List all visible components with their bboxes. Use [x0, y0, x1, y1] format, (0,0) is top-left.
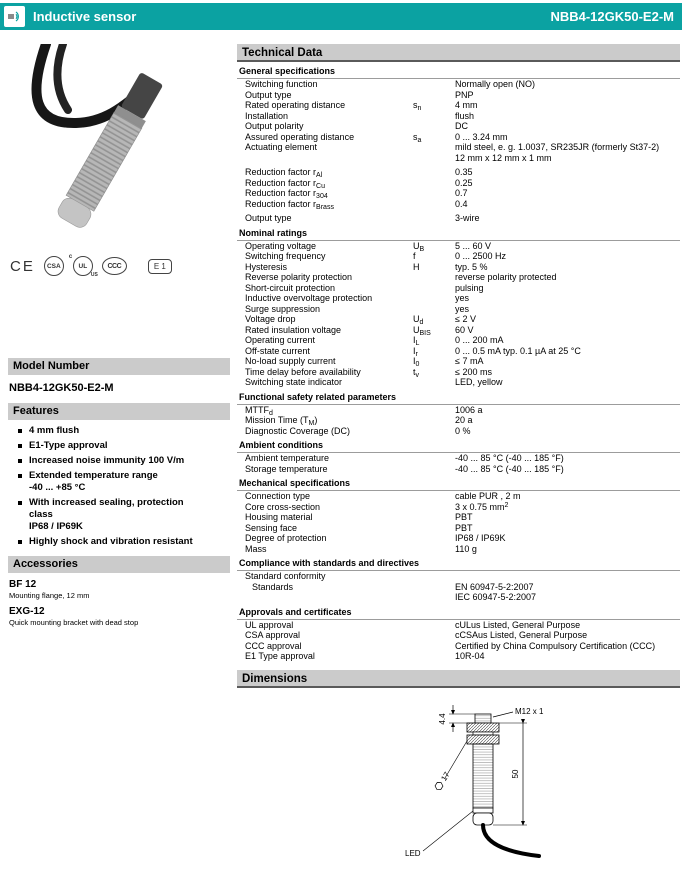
spec-label: Sensing face	[245, 522, 298, 533]
certification-logos	[8, 253, 230, 279]
spec-row	[237, 213, 680, 224]
spec-row	[237, 651, 680, 662]
spec-row	[237, 167, 680, 178]
nut-upper	[467, 723, 499, 732]
spec-value: cCSAus Listed, General Purpose	[455, 630, 588, 640]
spec-symbol	[413, 283, 455, 294]
accessories-heading: Accessories	[8, 556, 230, 573]
spec-symbol: $U_B$	[413, 240, 425, 253]
spec-row	[237, 620, 680, 631]
spec-label: Diagnostic Coverage (DC)	[245, 425, 351, 436]
spec-symbol	[413, 121, 455, 132]
feature-item	[8, 536, 230, 548]
features-heading: Features	[8, 403, 230, 420]
spec-symbol	[413, 272, 455, 283]
spec-value: PBT	[455, 512, 473, 522]
spec-symbol	[413, 213, 455, 224]
spec-row	[237, 533, 680, 544]
spec-value: EN 60947-5-2:2007 IEC 60947-5-2:2007	[455, 581, 537, 602]
spec-value: pulsing	[455, 282, 484, 293]
spec-value: LED, yellow	[455, 377, 503, 387]
dimension-drawing	[387, 704, 607, 872]
spec-value: 3 x 0.75 $mm^2$	[455, 501, 509, 512]
spec-label: Output polarity	[245, 121, 304, 131]
spec-symbol: $I_0$	[413, 356, 420, 368]
bullet-marker	[18, 501, 22, 505]
spec-row	[237, 262, 680, 273]
spec-symbol	[413, 641, 455, 652]
spec-label: Switching frequency	[245, 251, 326, 261]
spec-symbol	[413, 405, 455, 416]
feature-item	[8, 497, 230, 533]
spec-value: cULus Listed, General Purpose	[455, 619, 581, 630]
product-photo	[8, 44, 230, 249]
spec-label: Reduction factor $r_{304}$	[245, 188, 328, 200]
spec-label: Reduction factor $r_{Al}$	[245, 167, 323, 179]
spec-label: Connection type	[245, 491, 311, 501]
sensing-tip	[475, 714, 491, 723]
led-ring	[473, 808, 493, 813]
spec-label: Degree of protection	[245, 533, 327, 543]
spec-symbol: $s_a$	[413, 131, 422, 144]
bullet-marker	[18, 474, 22, 478]
spec-value: mild steel, e. g. 1.0037, SR235JR (formerly St37-2) 12 mm x 12 mm x 1 mm	[455, 142, 660, 163]
spec-symbol: $s_n$	[413, 100, 422, 112]
feature-text: With increased sealing, protection class IP68 / IP69K	[29, 497, 184, 532]
spec-value: ≤ 7 mA	[455, 356, 484, 366]
spec-value: 0.4	[455, 198, 468, 209]
spec-symbol	[413, 142, 455, 163]
spec-row	[237, 502, 680, 513]
ccc-mark-icon: CCC	[102, 257, 127, 275]
ul-label: UL	[78, 262, 88, 270]
nut-lower	[467, 735, 499, 744]
spec-symbol	[413, 426, 455, 437]
spec-symbol: $I_r$	[413, 345, 418, 358]
spec-label: Output type	[245, 213, 292, 223]
spec-label: Housing material	[245, 512, 313, 522]
spec-value: typ. 5 %	[455, 261, 488, 272]
feature-item	[8, 455, 230, 467]
feature-item	[8, 470, 230, 494]
spec-value: PBT	[455, 522, 473, 533]
spec-row	[237, 142, 680, 163]
spec-label: Standards	[252, 581, 294, 592]
spec-row	[237, 79, 680, 90]
spec-symbol	[413, 523, 455, 534]
spec-value: DC	[455, 121, 468, 131]
spec-row	[237, 251, 680, 262]
spec-label: Time delay before availability	[245, 366, 361, 377]
spec-value: Normally open (NO)	[455, 79, 536, 89]
spec-label: Operating current	[245, 335, 316, 345]
threaded-barrel	[473, 744, 493, 808]
spec-symbol	[413, 293, 455, 304]
spec-row	[237, 188, 680, 199]
spec-label: E1 Type approval	[245, 651, 315, 661]
dimensions-heading: Dimensions	[237, 670, 680, 688]
spec-symbol: H	[413, 261, 420, 272]
spec-symbol: f	[413, 251, 416, 261]
spec-label: Reverse polarity protection	[245, 272, 353, 282]
accessory-name: BF 12	[9, 579, 37, 590]
cul-us-mark-icon	[68, 254, 98, 278]
accessory-description: Quick mounting bracket with dead stop	[9, 618, 139, 627]
spec-value: 0.35	[455, 167, 473, 177]
technical-data-heading: Technical Data	[237, 44, 680, 62]
spec-row	[237, 415, 680, 426]
accessory-name: EXG-12	[9, 606, 45, 617]
spec-symbol	[413, 502, 455, 513]
spec-symbol	[413, 582, 455, 603]
led-label: LED	[405, 848, 421, 858]
spec-row	[237, 367, 680, 378]
section-header: Mechanical specifications	[237, 477, 680, 491]
spec-label: CSA approval	[245, 630, 301, 640]
washer	[473, 732, 493, 735]
spec-symbol	[413, 188, 455, 199]
spec-row	[237, 453, 680, 464]
spec-symbol: $t_v$	[413, 366, 420, 379]
feature-text: E1-Type approval	[29, 440, 108, 451]
spec-symbol	[413, 491, 455, 502]
sensor-glyph	[6, 8, 23, 25]
inductive-sensor-icon	[4, 6, 25, 27]
bullet-marker	[18, 459, 22, 463]
spec-symbol	[413, 178, 455, 189]
spec-value: 10R-04	[455, 651, 485, 661]
spec-label: Inductive overvoltage protection	[245, 293, 373, 303]
spec-value: 0 ... 0.5 mA typ. 0.1 µA at 25 °C	[455, 345, 581, 356]
tip-height-dimension-label: 4.4	[438, 712, 447, 725]
spec-symbol: $I_L$	[413, 335, 420, 347]
spec-label: Reduction factor $r_{Brass}$	[245, 198, 334, 211]
spec-row	[237, 132, 680, 143]
spec-value: yes	[455, 293, 470, 303]
header-bar	[0, 3, 682, 30]
spec-value: reverse polarity protected	[455, 272, 557, 282]
spec-label: Operating voltage	[245, 240, 317, 251]
spec-label: CCC approval	[245, 640, 302, 651]
spec-symbol	[413, 90, 455, 101]
spec-symbol	[413, 111, 455, 122]
spec-symbol	[413, 620, 455, 631]
spec-symbol	[413, 651, 455, 662]
bullet-marker	[18, 540, 22, 544]
spec-label: Installation	[245, 110, 289, 121]
dimension-drawing-area	[237, 688, 680, 879]
spec-symbol	[413, 630, 455, 641]
spec-row	[237, 630, 680, 641]
spec-symbol	[413, 199, 455, 210]
spec-label: Mass	[245, 543, 267, 554]
spec-row	[237, 335, 680, 346]
spec-row	[237, 178, 680, 189]
ul-us-label: US	[90, 272, 98, 278]
spec-row	[237, 241, 680, 252]
spec-row	[237, 90, 680, 101]
bullet-marker	[18, 429, 22, 433]
thread-dimension-label: M12 x 1	[515, 706, 544, 716]
spec-value: 0 ... 2500 Hz	[455, 251, 507, 261]
spec-row	[237, 377, 680, 388]
spec-row	[237, 491, 680, 502]
spec-value: 0.7	[455, 188, 468, 198]
cable	[483, 825, 539, 856]
spec-row	[237, 512, 680, 523]
csa-mark-icon: CSA	[44, 256, 64, 276]
spec-label: Standard conformity	[245, 571, 326, 581]
spec-label: Ambient temperature	[245, 453, 330, 463]
spec-value: -40 ... 85 °C (-40 ... 185 °F)	[455, 463, 564, 474]
spec-row	[237, 464, 680, 475]
spec-symbol	[413, 167, 455, 178]
spec-row	[237, 314, 680, 325]
spec-row	[237, 283, 680, 294]
spec-symbol	[413, 453, 455, 464]
spec-label: Rated operating distance	[245, 100, 346, 110]
spec-value: -40 ... 85 °C (-40 ... 185 °F)	[455, 453, 564, 463]
spec-symbol	[413, 512, 455, 523]
across-flats-icon	[434, 780, 444, 790]
length-dimension-label: 50	[511, 769, 520, 778]
spec-label: Storage temperature	[245, 463, 328, 474]
spec-symbol	[413, 544, 455, 555]
section-header: Compliance with standards and directives	[237, 557, 680, 571]
accessory-description: Mounting flange, 12 mm	[9, 591, 90, 600]
spec-label: Actuating element	[245, 142, 318, 152]
technical-data-table	[237, 65, 680, 662]
spec-label: Rated insulation voltage	[245, 324, 342, 335]
sensor-photo-drawing	[8, 44, 230, 249]
spec-symbol	[413, 533, 455, 544]
spec-label: Surge suppression	[245, 303, 321, 314]
spec-value: 4 mm	[455, 100, 478, 110]
page-title: Inductive sensor	[33, 9, 137, 24]
spec-row	[237, 111, 680, 122]
spec-value: ≤ 200 ms	[455, 366, 492, 377]
spec-value: 0 ... 3.24 mm	[455, 131, 508, 142]
spec-row	[237, 121, 680, 132]
features-list	[8, 425, 230, 548]
left-column	[8, 44, 230, 627]
spec-row	[237, 571, 680, 582]
model-number-heading: Model Number	[8, 358, 230, 375]
spec-row	[237, 100, 680, 111]
feature-item	[8, 440, 230, 452]
spec-value: 1006 a	[455, 404, 483, 415]
spec-symbol	[413, 571, 455, 582]
spec-row	[237, 426, 680, 437]
spec-symbol: $U_{BIS}$	[413, 324, 431, 337]
spec-symbol	[413, 377, 455, 388]
spec-value: PNP	[455, 89, 474, 100]
feature-text: 4 mm flush	[29, 425, 80, 436]
spec-label: Mission Time $(T_M)$	[245, 415, 318, 427]
feature-text: Highly shock and vibration resistant	[29, 536, 193, 547]
accessories-list	[8, 579, 230, 627]
spec-value	[455, 571, 680, 582]
spec-label: Output type	[245, 89, 292, 100]
section-header: Ambient conditions	[237, 439, 680, 453]
spec-symbol	[413, 304, 455, 315]
spec-value: flush	[455, 110, 475, 121]
spec-label: Hysteresis	[245, 261, 288, 272]
spec-row	[237, 199, 680, 210]
spec-label: Assured operating distance	[245, 131, 355, 142]
spec-row	[237, 346, 680, 357]
spec-row	[237, 523, 680, 534]
e1-mark-icon: E 1	[148, 259, 172, 274]
spec-row	[237, 356, 680, 367]
spec-label: No-load supply current	[245, 356, 336, 366]
spec-symbol: $U_d$	[413, 314, 424, 326]
header-model-number: NBB4-12GK50-E2-M	[550, 9, 674, 24]
spec-value: 3-wire	[455, 213, 480, 223]
spec-value: Certified by China Compulsory Certification (CCC)	[455, 640, 656, 651]
bullet-marker	[18, 444, 22, 448]
spec-label: Switching state indicator	[245, 377, 343, 387]
spec-value: 110 g	[455, 543, 477, 554]
spec-label: Off-state current	[245, 345, 310, 356]
spec-row	[237, 272, 680, 283]
spec-symbol	[413, 464, 455, 475]
spec-row	[237, 325, 680, 336]
right-column	[237, 44, 680, 879]
feature-text: Increased noise immunity 100 V/m	[29, 455, 185, 466]
spec-value: 5 ... 60 V	[455, 240, 492, 251]
spec-label: Switching function	[245, 79, 318, 89]
spec-row	[237, 582, 680, 603]
section-header: Functional safety related parameters	[237, 391, 680, 405]
spec-row	[237, 405, 680, 416]
ce-mark-icon: CE	[10, 257, 35, 275]
spec-value: 60 V	[455, 324, 474, 335]
section-header: Approvals and certificates	[237, 606, 680, 620]
spec-value: yes	[455, 303, 470, 314]
spec-row	[237, 544, 680, 555]
spec-label: $MTTF_d$	[245, 404, 273, 417]
spec-label: Reduction factor $r_{Cu}$	[245, 177, 325, 190]
spec-label: Voltage drop	[245, 314, 296, 324]
spec-label: Core cross-section	[245, 501, 321, 512]
spec-row	[237, 293, 680, 304]
spec-value: 0 ... 200 mA	[455, 335, 504, 345]
spec-value: IP68 / IP69K	[455, 533, 506, 543]
spec-value: 0.25	[455, 177, 473, 188]
spec-symbol	[413, 415, 455, 426]
spec-label: UL approval	[245, 619, 294, 630]
spec-label: Short-circuit protection	[245, 282, 336, 293]
feature-text: Extended temperature range -40 ... +85 °C	[29, 470, 158, 493]
spec-value: ≤ 2 V	[455, 314, 476, 324]
section-header: Nominal ratings	[237, 227, 680, 241]
spec-row	[237, 641, 680, 652]
spec-row	[237, 304, 680, 315]
section-header: General specifications	[237, 65, 680, 79]
across-flats-dimension-label: 17	[439, 769, 452, 783]
spec-symbol	[413, 79, 455, 90]
spec-value: 0 %	[455, 425, 471, 436]
model-number-value: NBB4-12GK50-E2-M	[9, 382, 114, 394]
spec-value: cable PUR , 2 m	[455, 491, 521, 501]
ul-c-label: c	[68, 254, 73, 260]
spec-value: 20 a	[455, 415, 473, 425]
feature-item	[8, 425, 230, 437]
